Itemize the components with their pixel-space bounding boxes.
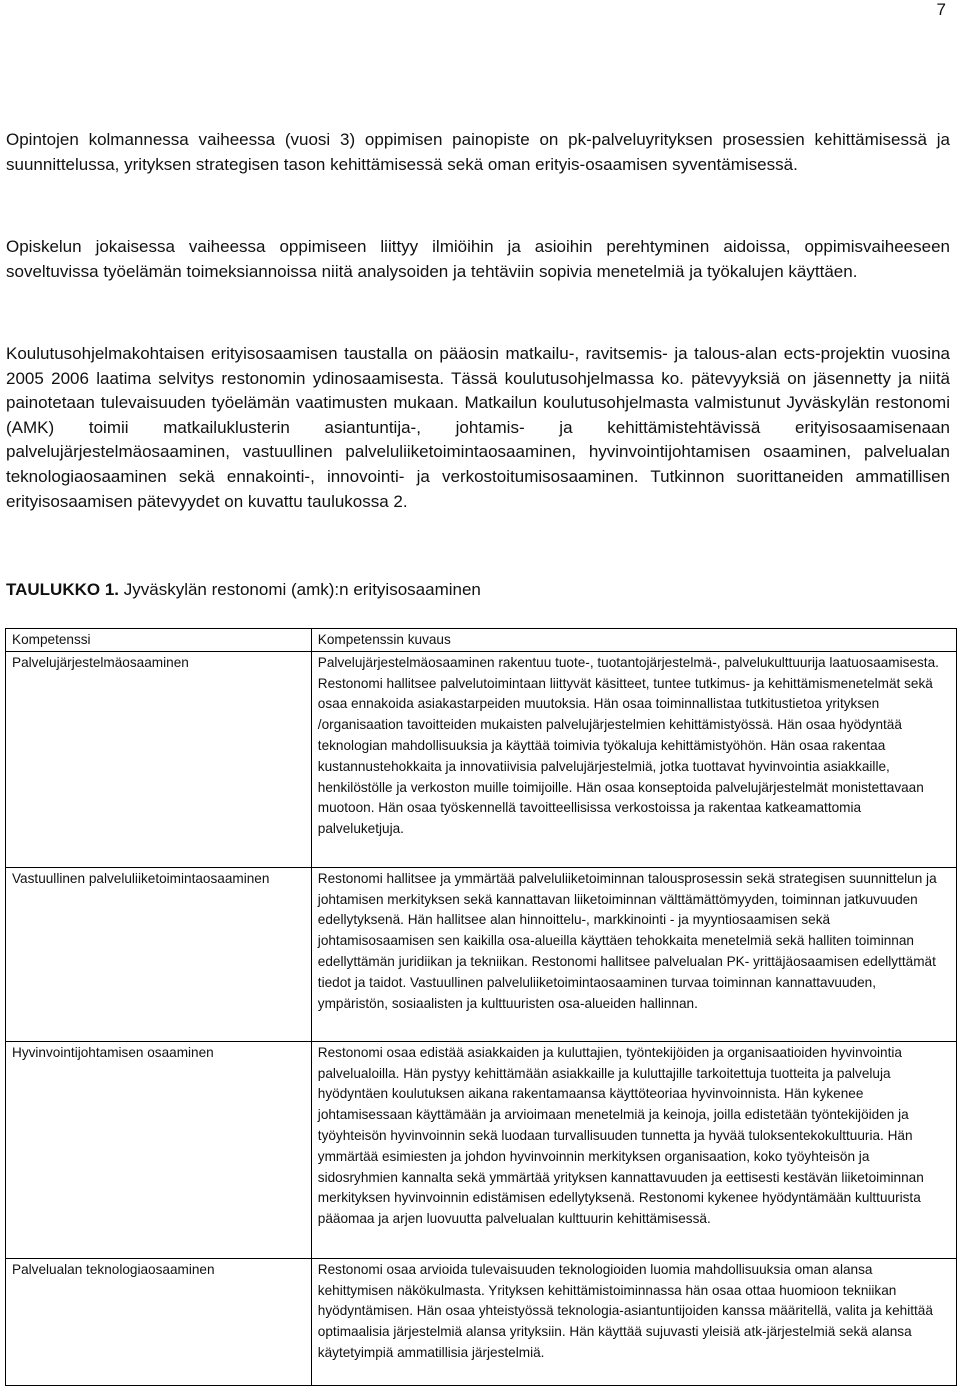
body-paragraph-3: Koulutusohjelmakohtaisen erityisosaamisen taustalla on pääosin matkailu-, ravitsemis- ja talous-alan ects-projektin vuosina 2005 2006 laatima selvitys restonomin ydinosaamisesta. Tässä koulutusohjelmassa ko. pätevyyksiä on jäsennetty ja niitä painotetaan tulevaisuuden työelämän vaatimusten mukaan. Matkailun koulutusohjelmasta valmistunut Jyväskylän restonomi (AMK) toimii matkailuklusterin asiantuntija-, johtamis- ja kehittämistehtävissä erityisosaamisenaan palvelujärjestelmäosaaminen, vastuullinen palveluliiketoimintaosaaminen, hyvinvointijohtamisen osaaminen, palvelualan teknologiaosaaminen sekä ennakointi-, innovointi- ja verkostoitumisosaaminen. Tutkinnon suorittaneiden ammatillisen erityisosaamisen pätevyydet on kuvattu taulukossa 2. bbox=[6, 344, 950, 511]
header-competence: Kompetenssi bbox=[6, 629, 312, 652]
competence-description: Restonomi osaa arvioida tulevaisuuden teknologioiden luomia mahdollisuuksia oman alansa kehittymisen näkökulmasta. Yrityksen kehittämistoiminnassa hän osaa ottaa huomioon tekniikan hyödyntämisen. Hän osaa yhteistyössä teknologia-asiantuntijoiden kanssa määritellä, valita ja kehittää optimaalisia järjestelmiä alansa yrityksiin. Hän käyttää sujuvasti yleisiä atk-järjestelmiä sekä alansa käytetyimpiä ammatillisia järjestelmiä. bbox=[311, 1258, 956, 1385]
body-paragraph-2: Opiskelun jokaisessa vaiheessa oppimiseen liittyy ilmiöihin ja asioihin perehtyminen aidoissa, oppimisvaiheeseen soveltuvissa työelämän toimeksiannoissa niitä analysoiden ja tehtäviin sopivia menetelmiä ja työkalujen käyttäen. bbox=[6, 237, 950, 281]
table-row bbox=[6, 1041, 957, 1258]
table-caption bbox=[6, 579, 481, 601]
competence-name: Palvelualan teknologiaosaaminen bbox=[6, 1258, 312, 1385]
header-description: Kompetenssin kuvaus bbox=[311, 629, 956, 652]
body-paragraph-1: Opintojen kolmannessa vaiheessa (vuosi 3) oppimisen painopiste on pk-palveluyrityksen prosessien kehittämisessä ja suunnittelussa, yrityksen strategisen tason kehittämisessä sekä oman erityis-osaamisen syventämisessä. bbox=[6, 130, 950, 174]
page-number: 7 bbox=[936, 0, 946, 19]
table-header-row bbox=[6, 629, 957, 652]
table-row bbox=[6, 651, 957, 867]
competence-description: Restonomi hallitsee ja ymmärtää palveluliiketoiminnan talousprosessin sekä strategisen suunnittelun ja johtamisen merkityksen sekä kannattavan liiketoiminnan välttämättömyyden, toiminnan jatkuvuuden edellytyksenä. Hän hallitsee alan hinnoittelu-, markkinointi - ja myyntiosaamisen sekä johtamisosaamisen sen kaikilla osa-alueilla käyttäen tehokkaita menetelmiä sekä halliten toiminnan edellyttämän juridiikan ja tekniikan. Restonomi hallitsee palvelualan PK- yrittäjäosaamisen edellyttämät tiedot ja taidot. Vastuullinen palveluliiketoimintaosaaminen turvaa toiminnan kannattavuuden, ympäristön, sosiaalisten ja kulttuuristen osa-alueiden hallinnan. bbox=[311, 867, 956, 1041]
competence-name: Hyvinvointijohtamisen osaaminen bbox=[6, 1041, 312, 1258]
competence-table bbox=[5, 628, 957, 1386]
table-row bbox=[6, 1258, 957, 1385]
competence-description: Palvelujärjestelmäosaaminen rakentuu tuote-, tuotantojärjestelmä-, palvelukulttuurija laatuosaamisesta. Restonomi hallitsee palvelutoimintaan liittyvät käsitteet, tuntee tutkimus- ja kehittämismenetelmät sekä osaa ennakoida asiakastarpeiden muutoksia. Hän osaa toiminnallistaa tutkitustietoa yrityksen /organisaation tavoitteiden mukaisten palvelujärjestelmien kehittämistyössä. Hän osaa hyödyntää teknologian mahdollisuuksia ja käyttää toimivia työkaluja kehittämistyöhön. Hän osaa rakentaa kustannustehokkaita ja innovatiivisia palvelujärjestelmiä, jotka tuottavat hyvinvointia asiakkaille, henkilöstölle ja verkoston muille toimijoille. Hän osaa konseptoida palvelujärjestelmät monistettavaan muotoon. Hän osaa työskennellä tavoitteellisissa verkostoissa ja rakentaa katkeamattomia palveluketjuja. bbox=[311, 651, 956, 867]
competence-description: Restonomi osaa edistää asiakkaiden ja kuluttajien, työntekijöiden ja organisaatioiden hyvinvointia palvelualoilla. Hän pystyy kehittämään asiakkaille ja kuluttajille tarkoitettuja tuotteita ja palveluja hyödyntäen koulutuksen aikana rakentamaansa käyttöteoriaa hyvinvoinnista. Hän kykenee johtamisessaan käyttämään ja arvioimaan menetelmiä ja keinoja, joilla edistetään työntekijöiden ja työyhteisön hyvinvoinnin sekä luodaan turvallisuuden tunnetta ja hyvää tuloksentekokulttuuria. Hän ymmärtää esimiesten ja johdon hyvinvoinnin merkityksen organisaation, koko työyhteisön ja sidosryhmien kannalta sekä ymmärtää yrityksen kannattavuuden ja eettisesti kestävän liiketoiminnan merkityksen hyvinvoinnin edistämisen edellytyksenä. Restonomi kykenee hyödyntämään kulttuurista pääomaa ja arjen luovuutta palvelualan kulttuurin kehittämisessä. bbox=[311, 1041, 956, 1258]
table-row bbox=[6, 867, 957, 1041]
table-caption-label: TAULUKKO 1. bbox=[6, 580, 120, 599]
table-caption-title: Jyväskylän restonomi (amk):n erityisosaaminen bbox=[123, 580, 481, 599]
competence-name: Palvelujärjestelmäosaaminen bbox=[6, 651, 312, 867]
competence-name: Vastuullinen palveluliiketoimintaosaaminen bbox=[6, 867, 312, 1041]
